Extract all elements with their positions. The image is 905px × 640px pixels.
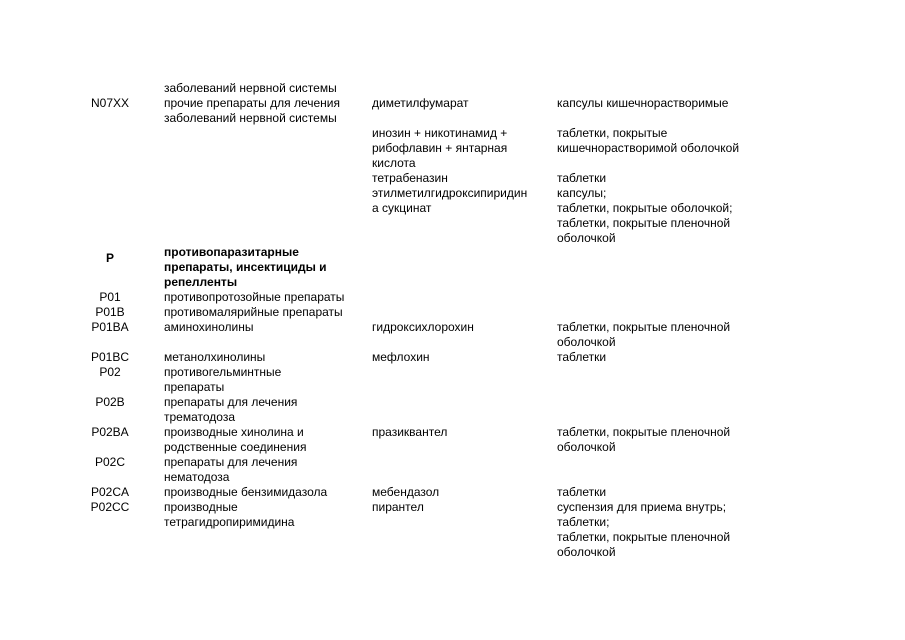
form-cell: таблетки, покрытые пленочной оболочкой: [557, 425, 731, 454]
code-cell: P: [105, 251, 114, 265]
code-cell: P01: [99, 290, 121, 304]
drug-cell: этилметилгидроксипиридин а сукцинат: [372, 186, 528, 215]
code-cell: P02BA: [91, 425, 129, 439]
code-cell: P02CC: [90, 500, 130, 514]
form-cell: суспензия для приема внутрь; таблетки; таблетки, покрытые пленочной оболочкой: [557, 500, 731, 559]
group-cell: прочие препараты для лечения заболеваний нервной системы: [164, 96, 340, 125]
form-cell: капсулы кишечнорастворимые: [557, 96, 729, 110]
code-cell: P02C: [94, 455, 126, 469]
drug-cell: пирантел: [372, 500, 424, 514]
code-cell: P01B: [95, 305, 125, 319]
code-cell: P02B: [95, 395, 125, 409]
code-cell: P02CA: [90, 485, 130, 499]
group-cell: аминохинолины: [164, 320, 254, 334]
drug-cell: мебендазол: [372, 485, 440, 499]
drug-cell: инозин + никотинамид + рибофлавин + янтарная кислота: [372, 126, 508, 170]
group-cell: противомалярийные препараты: [164, 305, 343, 319]
group-cell: производные бензимидазола: [164, 485, 328, 499]
code-cell: P01BA: [91, 320, 129, 334]
group-cell: препараты для лечения нематодоза: [164, 455, 298, 484]
form-cell: таблетки: [557, 485, 607, 499]
group-cell: препараты для лечения трематодоза: [164, 395, 298, 424]
drug-cell: тетрабеназин: [372, 171, 448, 185]
drug-cell: празиквантел: [372, 425, 448, 439]
group-cell: заболеваний нервной системы: [164, 81, 337, 95]
code-cell: N07XX: [90, 96, 130, 110]
group-cell: противопротозойные препараты: [164, 290, 345, 304]
form-cell: таблетки: [557, 350, 607, 364]
form-cell: капсулы; таблетки, покрытые оболочкой; таблетки, покрытые пленочной оболочкой: [557, 186, 733, 245]
drug-cell: мефлохин: [372, 350, 430, 364]
group-cell: производные тетрагидропиримидина: [164, 500, 295, 529]
form-cell: таблетки: [557, 171, 607, 185]
group-cell: производные хинолина и родственные соединения: [164, 425, 307, 454]
code-cell: P01BC: [90, 350, 130, 364]
form-cell: таблетки, покрытые кишечнорастворимой оболочкой: [557, 126, 740, 155]
group-cell: противогельминтные препараты: [164, 365, 282, 394]
group-cell: противопаразитарные препараты, инсектициды и репелленты: [164, 245, 327, 289]
drug-cell: диметилфумарат: [372, 96, 469, 110]
drug-cell: гидроксихлорохин: [372, 320, 474, 334]
code-cell: P02: [99, 365, 121, 379]
form-cell: таблетки, покрытые пленочной оболочкой: [557, 320, 731, 349]
group-cell: метанолхинолины: [164, 350, 266, 364]
